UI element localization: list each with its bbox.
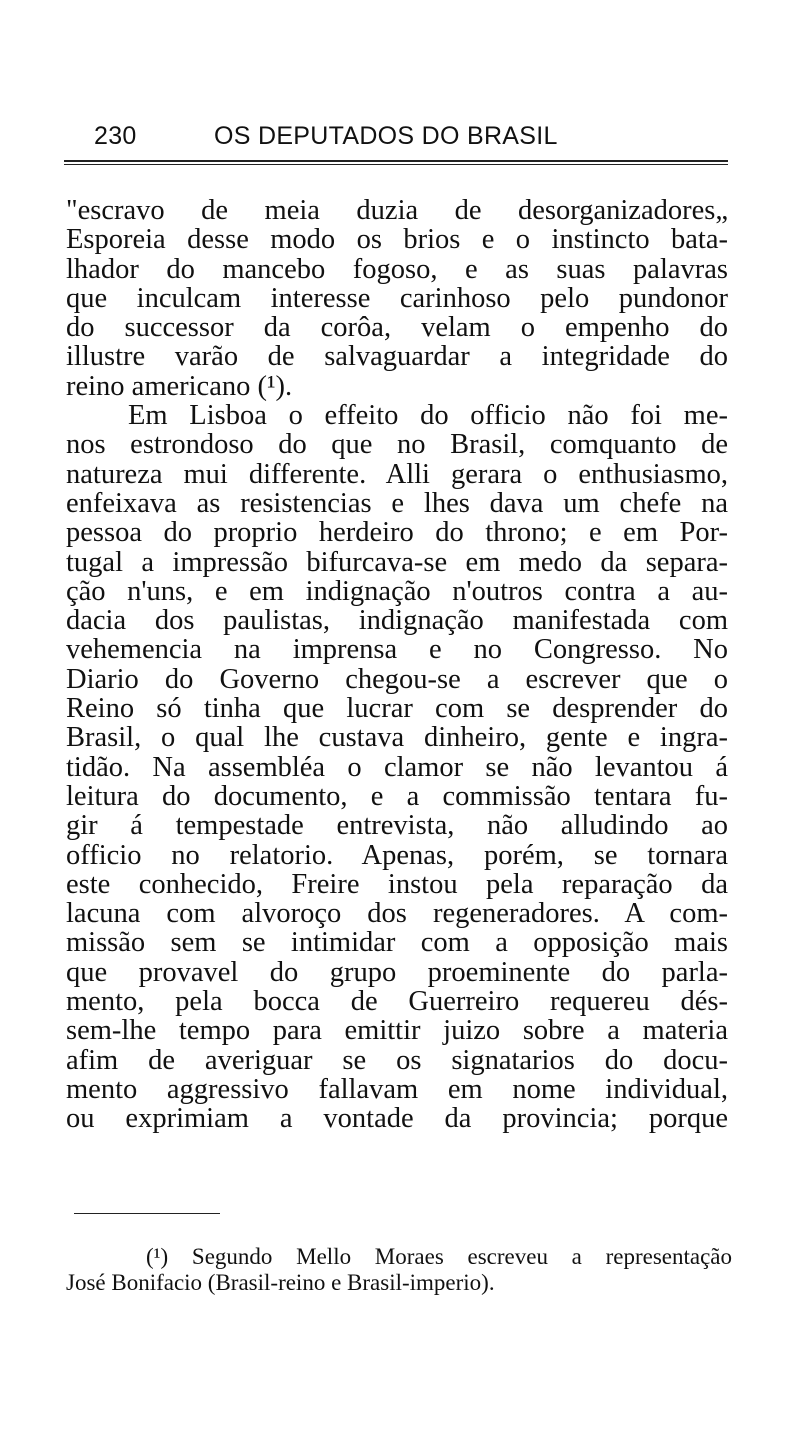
text-line: reino americano (¹). xyxy=(66,370,293,402)
text-line: gir á tempestade entrevista, não alludindo ao xyxy=(66,810,728,842)
running-title: OS DEPUTADOS DO BRASIL xyxy=(214,122,558,150)
text-line: ção n'uns, e em indignação n'outros contra a au- xyxy=(66,575,728,607)
text-line: mento, pela bocca de Guerreiro requereu dés- xyxy=(66,986,728,1018)
header-rule xyxy=(64,160,728,162)
text-line: lhador do mancebo fogoso, e as suas palavras xyxy=(66,253,728,285)
text-line: enfeixava as resistencias e lhes dava um chefe na xyxy=(66,487,728,519)
footnote-line: (¹) Segundo Mello Moraes escreveu a representação xyxy=(146,1244,732,1269)
text-line: leitura do documento, e a commissão tentara fu- xyxy=(66,780,728,812)
text-line: ou exprimiam a vontade da provincia; porque xyxy=(66,1103,728,1135)
text-line: Esporeia desse modo os brios e o instincto bata- xyxy=(66,224,728,256)
text-line: Reino só tinha que lucrar com se desprender do xyxy=(66,693,728,725)
text-line: do successor da corôa, velam o empenho do xyxy=(66,312,728,344)
text-line: officio no relatorio. Apenas, porém, se tornara xyxy=(66,839,728,871)
footnote xyxy=(66,1244,732,1296)
text-line: afim de averiguar se os signatarios do docu- xyxy=(66,1044,728,1076)
text-line: illustre varão de salvaguardar a integridade do xyxy=(66,341,728,373)
text-line: sem-lhe tempo para emittir juizo sobre a materia xyxy=(66,1015,728,1047)
text-line: tidão. Na assembléa o clamor se não levantou á xyxy=(66,751,728,783)
footnote-line: José Bonifacio (Brasil-reino e Brasil-imperio). xyxy=(66,1270,495,1295)
text-line: Diario do Governo chegou-se a escrever que o xyxy=(66,663,728,695)
text-line: dacia dos paulistas, indignação manifestada com xyxy=(66,605,728,637)
text-line: Brasil, o qual lhe custava dinheiro, gente e ingra- xyxy=(66,722,728,754)
text-line: Em Lisboa o effeito do officio não foi me- xyxy=(128,400,728,432)
text-line: mento aggressivo fallavam em nome individual, xyxy=(66,1073,728,1105)
text-line: tugal a impressão bifurcava-se em medo da separa- xyxy=(66,546,728,578)
footnote-rule xyxy=(74,1213,220,1214)
text-line: que inculcam interesse carinhoso pelo pundonor xyxy=(66,282,728,314)
page-number: 230 xyxy=(94,122,137,150)
header-rule-thin xyxy=(64,164,728,165)
text-line: missão sem se intimidar com a opposição mais xyxy=(66,927,728,959)
text-line: vehemencia na imprensa e no Congresso. No xyxy=(66,634,728,666)
text-line: pessoa do proprio herdeiro do throno; e em Por- xyxy=(66,517,728,549)
text-line: este conhecido, Freire instou pela reparação da xyxy=(66,868,728,900)
page-header xyxy=(88,122,728,156)
text-line: lacuna com alvoroço dos regeneradores. A com- xyxy=(66,898,728,930)
text-line: natureza mui differente. Alli gerara o enthusiasmo, xyxy=(66,458,728,490)
body-text xyxy=(66,196,728,1134)
text-line: que provavel do grupo proeminente do parla- xyxy=(66,956,728,988)
text-line: nos estrondoso do que no Brasil, comquanto de xyxy=(66,429,728,461)
text-line: "escravo de meia duzia de desorganizadores„ xyxy=(66,195,728,226)
